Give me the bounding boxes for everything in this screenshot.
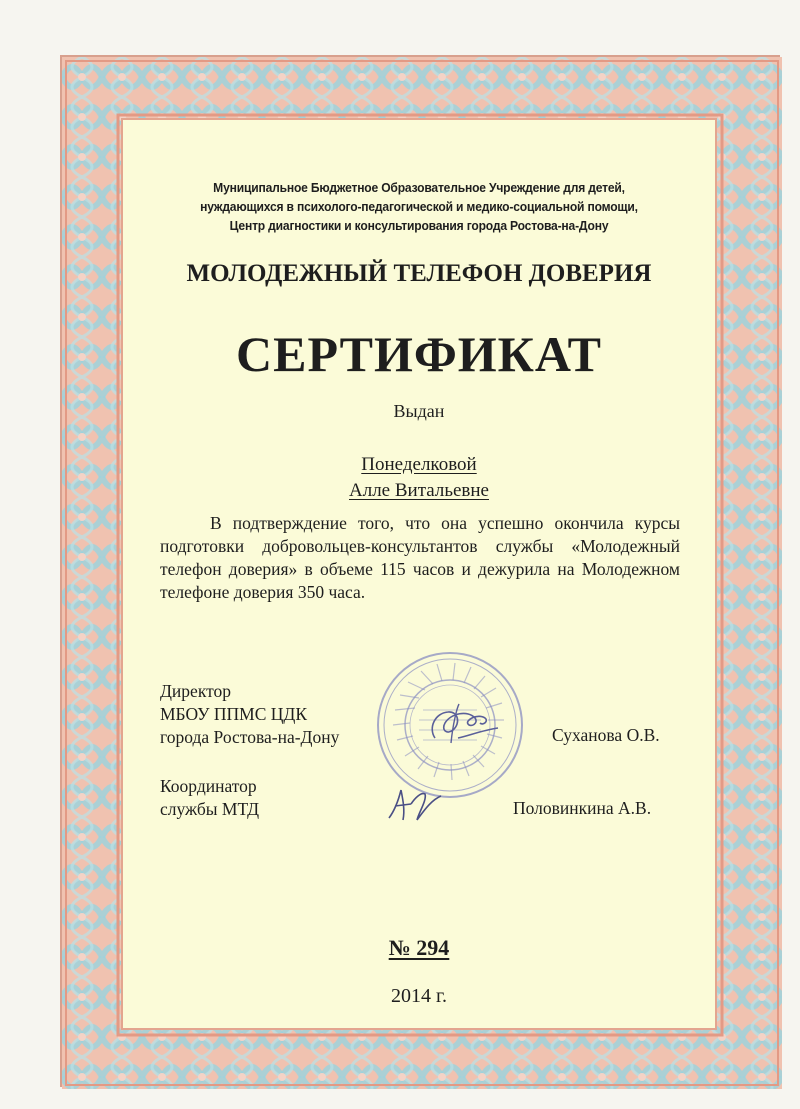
institution-line-1: Муниципальное Бюджетное Образовательное Учреждение для детей, — [213, 180, 625, 195]
recipient-given-names — [123, 480, 715, 502]
institution-line-2: нуждающихся в психолого-педагогической и медико-социальной помощи, — [200, 199, 638, 214]
issued-label: Выдан — [393, 401, 445, 421]
director-title — [160, 680, 339, 749]
certificate-number — [123, 935, 715, 961]
certificate-field — [121, 118, 717, 1030]
certificate-year: 2014 г. — [391, 985, 447, 1007]
service-title: МОЛОДЕЖНЫЙ ТЕЛЕФОН ДОВЕРИЯ — [186, 260, 652, 287]
director-title-line-2: МБОУ ППМС ЦДК — [160, 704, 308, 724]
director-signature — [423, 698, 513, 758]
director-title-line-1: Директор — [160, 681, 232, 701]
certificate-title: СЕРТИФИКАТ — [235, 326, 602, 382]
certificate-number-text: № 294 — [388, 935, 450, 960]
coordinator-name: Половинкина А.В. — [513, 798, 652, 818]
coordinator-title-line-1: Координатор — [160, 776, 257, 796]
director-title-line-3: города Ростова-на-Дону — [160, 727, 340, 747]
recipient-surname-text: Понеделковой — [361, 454, 477, 475]
recipient-surname — [123, 454, 715, 476]
coordinator-signature — [381, 780, 451, 830]
institution-line-3: Центр диагностики и консультирования города Ростова-на-Дону — [229, 218, 609, 233]
director-name: Суханова О.В. — [552, 725, 660, 745]
coordinator-title — [160, 775, 259, 821]
recipient-given-names-text: Алле Витальевне — [349, 480, 489, 501]
coordinator-title-line-2: службы МТД — [160, 799, 260, 819]
certificate-body-text: В подтверждение того, что она успешно окончила курсы подготовки добровольцев-консультантов службы «Молодежный телефон доверия» в объеме 115 часов и дежурила на Молодежном телефоне доверия 350 часа. — [160, 513, 680, 602]
